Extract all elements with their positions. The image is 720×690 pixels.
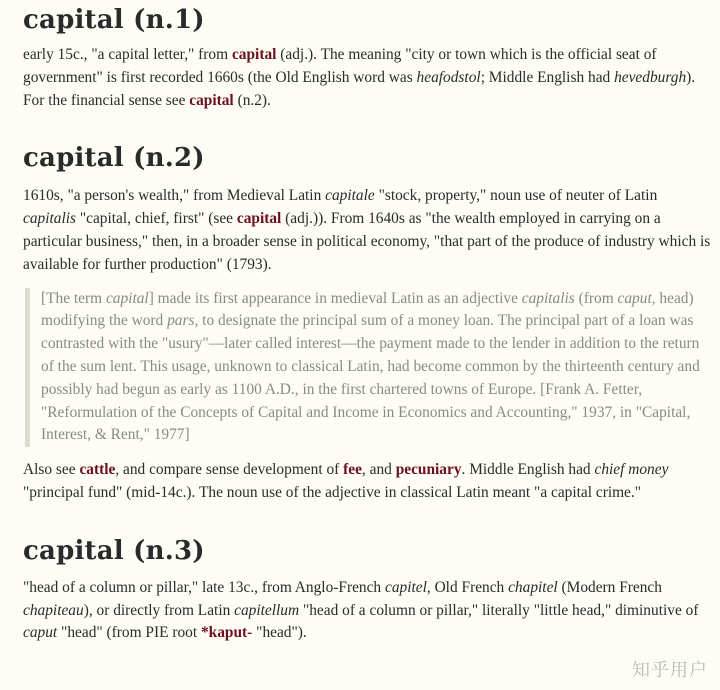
cross-reference-link[interactable]: capital — [231, 46, 277, 63]
italic-term: chapitel — [508, 578, 558, 596]
italic-term: capitalis — [23, 210, 77, 228]
italic-term: chief money — [594, 461, 669, 479]
entry-capital-n1 — [23, 0, 720, 112]
cross-reference-link[interactable]: capital — [236, 210, 282, 228]
italic-term: capital — [105, 289, 149, 307]
italic-term: chapiteau — [23, 601, 84, 619]
entry-capital-n2 — [23, 143, 720, 504]
italic-term: capitel — [384, 578, 427, 596]
entry-definition: "head of a column or pillar," late 13c., from Anglo-French capitel, Old French chapitel (Modern French chapiteau), or directly from Latin capitellum "head of a column or pillar," literally "little head," diminutive of caput "head" (from PIE root *kaput- "head"). — [23, 578, 699, 642]
italic-term: capitalis — [521, 289, 575, 307]
entry-title: capital (n.1) — [23, 5, 205, 35]
watermark-text: 知乎用户 — [632, 660, 708, 681]
entry-definition: 1610s, "a person's wealth," from Medieval Latin capitale "stock, property," noun use of neuter of Latin capitalis "capital, chief, first" (see capital (adj.)). From 1640s as "the wealth employed in carrying on a particular business," then, in a broader sense in political economy, "that part of the produce of industry which is available for further production" (1793). — [23, 187, 711, 273]
entry-see-also: Also see cattle, and compare sense development of fee, and pecuniary. Middle English had chief money "principal fund" (mid-14c.). The noun use of the adjective in classical Latin meant "a capital crime." — [23, 461, 669, 501]
blockquote-citation: [The term capital] made its first appearance in medieval Latin as an adjective capitalis (from caput, head) modifying the word pars, to designate the principal sum of a money loan. The principal part of a loan was contrasted with the "usury"—later called interest—the payment made to the lender in addition to the return of the sum lent. This usage, unknown to classical Latin, had become common by the thirteenth century and possibly had begun as early as 1100 A.D., in the first chartered towns of Europe. [Frank A. Fetter, "Reformulation of the Concepts of Capital and Income in Economics and Accounting," 1937, in "Capital, Interest, & Rent," 1977] — [25, 288, 711, 448]
italic-term: heafodstol — [416, 68, 481, 86]
italic-term: pars — [167, 312, 195, 330]
cross-reference-link[interactable]: cattle — [79, 461, 116, 479]
entry-definition: early 15c., "a capital letter," from capital (adj.). The meaning "city or town which is the official seat of government" is first recorded 1660s (the Old English word was heafodstol; Middle English had hevedburgh). For the financial sense see capital (n.2). — [23, 46, 696, 109]
italic-term: capitellum — [234, 601, 300, 619]
entry-title: capital (n.2) — [23, 143, 205, 174]
italic-term: caput — [617, 289, 652, 307]
cross-reference-link[interactable]: pecuniary — [395, 461, 462, 479]
entry-capital-n3 — [23, 536, 720, 645]
italic-term: capitale — [325, 187, 375, 205]
cross-reference-link[interactable]: fee — [343, 461, 362, 479]
cross-reference-link[interactable]: *kaput- — [200, 624, 253, 642]
italic-term: caput — [23, 624, 58, 642]
italic-term: hevedburgh — [614, 68, 687, 86]
entry-title: capital (n.3) — [23, 535, 205, 566]
cross-reference-link[interactable]: capital — [189, 91, 234, 109]
